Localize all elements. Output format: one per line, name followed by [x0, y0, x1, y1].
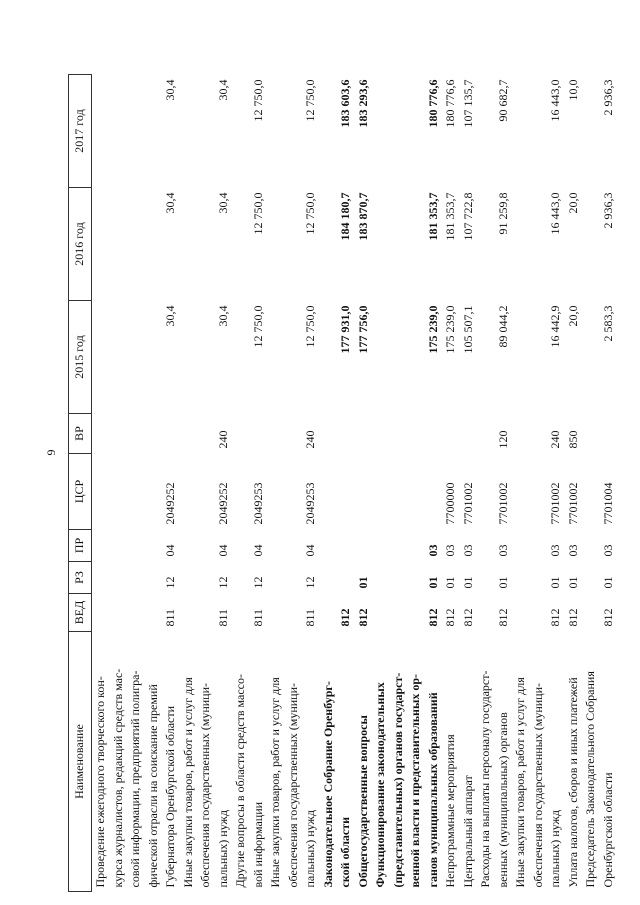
- cell-2015: 177 756,0: [355, 305, 370, 354]
- row-name: [512, 632, 565, 892]
- cell-csr: [372, 454, 442, 530]
- header-rz: РЗ: [69, 562, 92, 594]
- row-name: [320, 632, 355, 892]
- cell-ved: 812: [338, 608, 352, 627]
- cell-pr: 03: [425, 544, 440, 557]
- row-name-line: Непрограммные мероприятия: [443, 734, 457, 888]
- table-row: [232, 75, 267, 892]
- row-name-line: Общегосударственные вопросы: [355, 715, 370, 888]
- row-name: [355, 632, 373, 892]
- header-vr: ВР: [69, 414, 92, 454]
- row-name-line: совой информации, предприятий полигра-: [128, 670, 142, 888]
- table-row: [512, 75, 565, 892]
- cell-2017: 2 936,3: [600, 79, 615, 116]
- cell-vr: 240: [303, 430, 317, 449]
- cell-2016: 12 750,0: [250, 192, 265, 235]
- cell-vr: [355, 414, 373, 454]
- row-name: [477, 632, 512, 892]
- cell-2016: 20,0: [565, 192, 580, 214]
- cell-vr: 240: [548, 430, 562, 449]
- cell-vr: [442, 414, 460, 454]
- cell-2017: 180 776,6: [425, 79, 440, 128]
- row-name-line: пальных) нужд: [303, 810, 317, 888]
- row-name: [460, 632, 478, 892]
- cell-rz: 01: [495, 576, 510, 589]
- row-name: [372, 632, 442, 892]
- cell-2017: 30,4: [215, 79, 230, 101]
- cell-2015: 12 750,0: [303, 305, 317, 348]
- row-name-line: Председатель Законодательного Собрания: [583, 671, 597, 888]
- header-2016: 2016 год: [69, 188, 92, 301]
- budget-table: [68, 74, 617, 892]
- cell-2016: 183 870,7: [355, 192, 370, 241]
- row-name-line: Иные закупки товаров, работ и услуг для: [180, 677, 195, 888]
- row-name-line: венной власти и представительных ор-: [408, 674, 422, 888]
- row-name: [92, 632, 180, 892]
- table-row: [442, 75, 460, 892]
- cell-rz: 12: [215, 576, 230, 589]
- table-row: [477, 75, 512, 892]
- row-name-line: обеспечения государственных (муници-: [285, 682, 300, 888]
- cell-2017: 12 750,0: [303, 79, 317, 122]
- cell-csr: 2049252: [163, 482, 177, 525]
- cell-rz: 01: [460, 576, 475, 589]
- cell-rz: 01: [600, 576, 615, 589]
- cell-csr: 7701002: [460, 482, 475, 525]
- cell-vr: 850: [565, 430, 580, 449]
- cell-pr: 03: [495, 544, 510, 557]
- cell-csr: 7700000: [443, 482, 457, 525]
- cell-csr: 2049252: [215, 482, 230, 525]
- cell-csr: 7701002: [548, 482, 562, 525]
- row-name-line: Иные закупки товаров, работ и услуг для: [513, 677, 527, 888]
- cell-ved: 812: [425, 608, 440, 627]
- cell-2016: 107 722,8: [460, 192, 475, 241]
- cell-2016: 30,4: [215, 192, 230, 214]
- cell-2017: 10,0: [565, 79, 580, 101]
- row-name: [180, 632, 233, 892]
- cell-2017: 90 682,7: [495, 79, 510, 122]
- cell-2016: 181 353,7: [443, 192, 457, 241]
- cell-2016: 16 443,0: [548, 192, 562, 235]
- header-ved: ВЕД: [69, 594, 92, 632]
- table-row: [180, 75, 233, 892]
- row-name-line: Иные закупки товаров, работ и услуг для: [268, 677, 282, 888]
- cell-vr: [320, 414, 355, 454]
- row-name-line: венных (муниципальных) органов: [495, 712, 510, 888]
- cell-2015: 175 239,0: [425, 305, 440, 354]
- cell-2017: 183 603,6: [338, 79, 352, 128]
- cell-rz: 01: [355, 576, 370, 589]
- row-name-line: пальных) нужд: [215, 810, 230, 888]
- table-row: [267, 75, 320, 892]
- cell-ved: 812: [548, 608, 562, 627]
- cell-2017: 107 135,7: [460, 79, 475, 128]
- cell-2016: 91 259,8: [495, 192, 510, 235]
- cell-csr: 7701002: [495, 482, 510, 525]
- row-name: [232, 632, 267, 892]
- row-name-line: Губернатора Оренбургской области: [163, 705, 177, 888]
- cell-rz: 01: [565, 576, 580, 589]
- cell-2015: 20,0: [565, 305, 580, 327]
- cell-vr: [232, 414, 267, 454]
- cell-pr: 03: [443, 544, 457, 557]
- cell-vr: [92, 414, 180, 454]
- cell-2016: 2 936,3: [600, 192, 615, 229]
- table-row: [372, 75, 442, 892]
- table-row: [582, 75, 617, 892]
- cell-ved: 811: [250, 608, 265, 627]
- row-name-line: (представительных) органов государст-: [390, 672, 405, 888]
- cell-csr: [355, 454, 373, 530]
- cell-ved: 812: [460, 608, 475, 627]
- cell-2016: 181 353,7: [425, 192, 440, 241]
- cell-ved: 811: [215, 608, 230, 627]
- cell-vr: 120: [495, 430, 510, 449]
- cell-2015: 105 507,1: [460, 305, 475, 354]
- cell-2015: 175 239,0: [443, 305, 457, 354]
- row-name-line: Функционирование законодательных: [373, 682, 387, 888]
- row-name: [582, 632, 617, 892]
- header-csr: ЦСР: [69, 454, 92, 530]
- row-name-line: обеспечения государственных (муници-: [530, 682, 545, 888]
- header-2017: 2017 год: [69, 75, 92, 188]
- header-name: Наименование: [69, 632, 92, 892]
- row-name-line: ганов муниципальных образований: [425, 692, 440, 888]
- row-name-line: Проведение ежегодного творческого кон-: [93, 676, 107, 888]
- cell-pr: 04: [250, 544, 265, 557]
- cell-rz: [320, 562, 355, 594]
- cell-csr: 7701004: [600, 482, 615, 525]
- cell-ved: 811: [163, 608, 177, 627]
- row-name: [442, 632, 460, 892]
- cell-rz: 01: [443, 576, 457, 589]
- cell-pr: 04: [303, 544, 317, 557]
- cell-pr: [320, 530, 355, 562]
- cell-ved: 812: [565, 608, 580, 627]
- table-row: [320, 75, 355, 892]
- cell-pr: 03: [565, 544, 580, 557]
- row-name-line: вой информации: [250, 801, 265, 888]
- cell-pr: 03: [548, 544, 562, 557]
- cell-vr: 240: [215, 430, 230, 449]
- table-row: [565, 75, 583, 892]
- cell-pr: 03: [460, 544, 475, 557]
- cell-rz: 12: [250, 576, 265, 589]
- row-name-line: Уплата налогов, сборов и иных платежей: [565, 677, 580, 888]
- row-name: [267, 632, 320, 892]
- cell-pr: 04: [215, 544, 230, 557]
- cell-vr: [372, 414, 442, 454]
- row-name-line: Оренбургской области: [600, 772, 615, 888]
- row-name-line: ской области: [338, 816, 352, 888]
- cell-csr: 2049253: [303, 482, 317, 525]
- cell-ved: 811: [303, 608, 317, 627]
- cell-2017: 12 750,0: [250, 79, 265, 122]
- cell-rz: 01: [548, 576, 562, 589]
- cell-2015: 2 583,3: [600, 305, 615, 342]
- cell-ved: 812: [355, 608, 370, 627]
- cell-csr: [320, 454, 355, 530]
- cell-2017: 16 443,0: [548, 79, 562, 122]
- cell-ved: 812: [495, 608, 510, 627]
- cell-2017: 30,4: [163, 79, 177, 101]
- cell-2015: 12 750,0: [250, 305, 265, 348]
- table-row: [460, 75, 478, 892]
- row-name-line: Расходы на выплаты персоналу государст-: [478, 670, 492, 888]
- row-name-line: Другие вопросы в области средств массо-: [233, 674, 247, 888]
- cell-pr: [355, 530, 373, 562]
- cell-2015: 30,4: [215, 305, 230, 327]
- row-name-line: курса журналистов, редакций средств мас-: [110, 668, 125, 888]
- cell-2015: 89 044,2: [495, 305, 510, 348]
- cell-2015: 177 931,0: [338, 305, 352, 354]
- table-row: [355, 75, 373, 892]
- table-row: [92, 75, 180, 892]
- row-name-line: фической отрасли на соискание премий: [145, 684, 160, 888]
- cell-ved: 812: [443, 608, 457, 627]
- cell-2016: 30,4: [163, 192, 177, 214]
- cell-rz: 01: [425, 576, 440, 589]
- cell-rz: 12: [163, 576, 177, 589]
- page-number: 9: [44, 449, 58, 456]
- header-2015: 2015 год: [69, 301, 92, 414]
- cell-csr: 2049253: [250, 482, 265, 525]
- cell-2015: 30,4: [163, 305, 177, 327]
- cell-vr: [582, 414, 617, 454]
- cell-2017: 180 776,6: [443, 79, 457, 128]
- row-name-line: Центральный аппарат: [460, 775, 475, 888]
- cell-vr: [460, 414, 478, 454]
- row-name-line: Законодательное Собрание Оренбург-: [320, 681, 335, 888]
- header-pr: ПР: [69, 530, 92, 562]
- cell-pr: 03: [600, 544, 615, 557]
- cell-2017: 183 293,6: [355, 79, 370, 128]
- cell-2016: 184 180,7: [338, 192, 352, 241]
- table-header-row: [69, 75, 92, 892]
- cell-2015: 16 442,9: [548, 305, 562, 348]
- row-name-line: пальных) нужд: [548, 810, 562, 888]
- row-name: [565, 632, 583, 892]
- cell-pr: 04: [163, 544, 177, 557]
- cell-csr: 7701002: [565, 482, 580, 525]
- cell-rz: 12: [303, 576, 317, 589]
- row-name-line: обеспечения государственных (муници-: [198, 682, 212, 888]
- cell-2016: 12 750,0: [303, 192, 317, 235]
- table-body: [92, 75, 618, 892]
- cell-ved: 812: [600, 608, 615, 627]
